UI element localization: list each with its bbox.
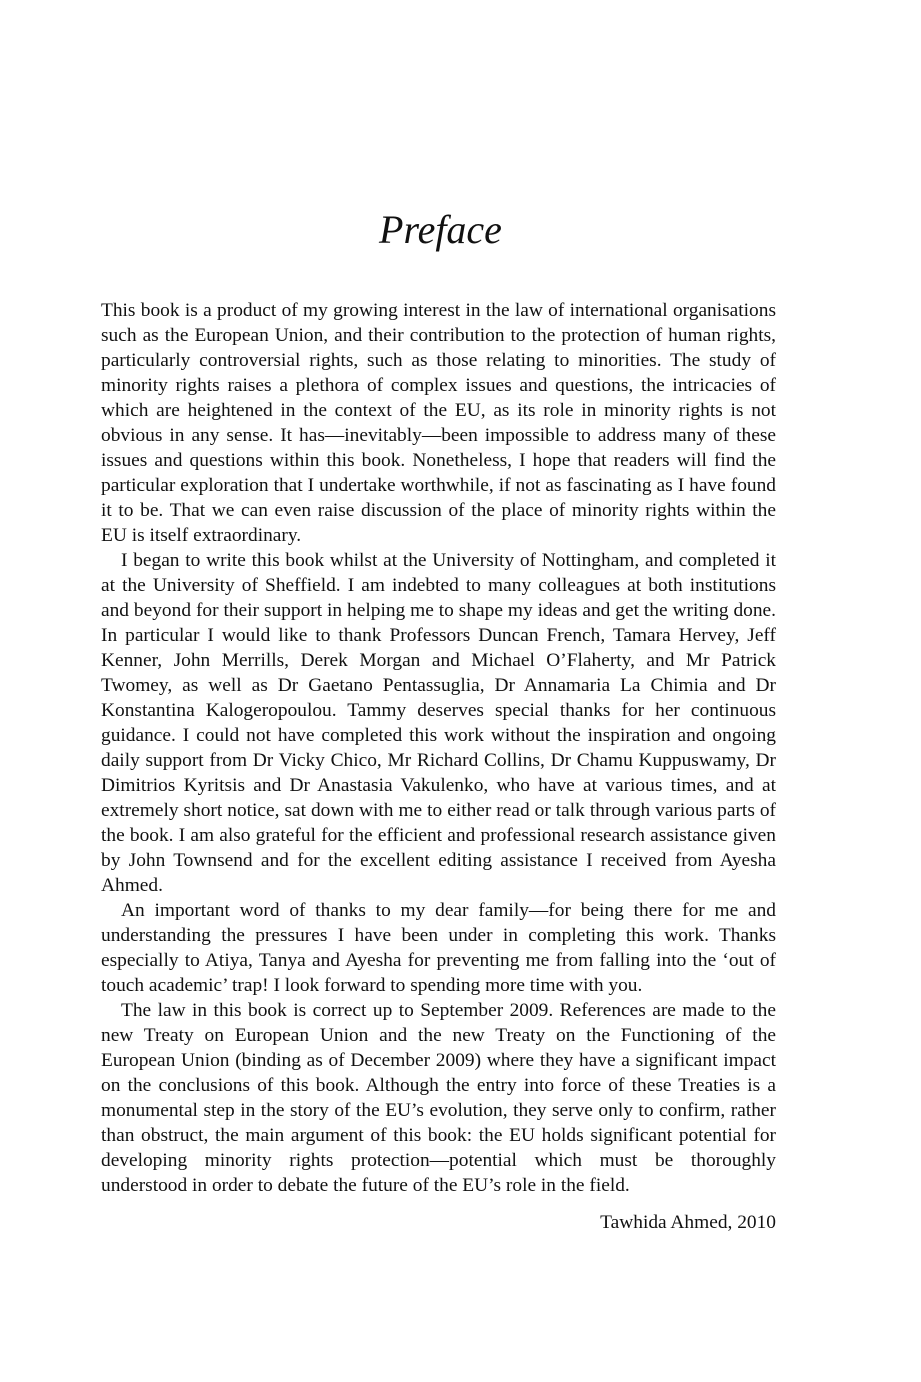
page-title: Preface (379, 207, 502, 252)
author-signature: Tawhida Ahmed, 2010 (600, 1212, 776, 1233)
paragraph-4: The law in this book is correct up to September 2009. References are made to the new Treaty on European Union and the new Treaty on the Functioning of the European Union (binding as of December 2009) where they have a significant impact on the conclusions of this book. Although the entry into force of these Treaties is a monumental step in the story of the EU’s evolution, they serve only to confirm, rather than obstruct, the main argument of this book: the EU holds significant potential for developing minority rights protection—potential which must be thoroughly understood in order to debate the future of the EU’s role in the field. (101, 1000, 776, 1196)
paragraph-3: An important word of thanks to my dear family—for being there for me and understanding the pressures I have been under in completing this work. Thanks especially to Atiya, Tanya and Ayesha for preventing me from falling into the ‘out of touch academic’ trap! I look forward to spending more time with you. (101, 900, 776, 996)
paragraph-2: I began to write this book whilst at the University of Nottingham, and completed it at the University of Sheffield. I am indebted to many colleagues at both institutions and beyond for their support in helping me to shape my ideas and get the writing done. In particular I would like to thank Professors Duncan French, Tamara Hervey, Jeff Kenner, John Merrills, Derek Morgan and Michael O’Flaherty, and Mr Patrick Twomey, as well as Dr Gaetano Pentassuglia, Dr Annamaria La Chimia and Dr Konstantina Kalogeropoulou. Tammy deserves special thanks for her continuous guidance. I could not have completed this work without the inspiration and ongoing daily support from Dr Vicky Chico, Mr Richard Collins, Dr Chamu Kuppuswamy, Dr Dimitrios Kyritsis and Dr Anastasia Vakulenko, who have at various times, and at extremely short notice, sat down with me to either read or talk through various parts of the book. I am also grateful for the efficient and professional research assistance given by John Townsend and for the excellent editing assistance I received from Ayesha Ahmed. (101, 550, 776, 896)
paragraph-1: This book is a product of my growing interest in the law of international organisations such as the European Union, and their contribution to the protection of human rights, particularly controversial rights, such as those relating to minorities. The study of minority rights raises a plethora of complex issues and questions, the intricacies of which are heightened in the context of the EU, as its role in minority rights is not obvious in any sense. It has—inevitably—been impossible to address many of these issues and questions within this book. Nonetheless, I hope that readers will find the particular exploration that I undertake worthwhile, if not as fascinating as I have found it to be. That we can even raise discussion of the place of minority rights within the EU is itself extraordinary. (101, 300, 776, 546)
preface-body (101, 298, 776, 1235)
